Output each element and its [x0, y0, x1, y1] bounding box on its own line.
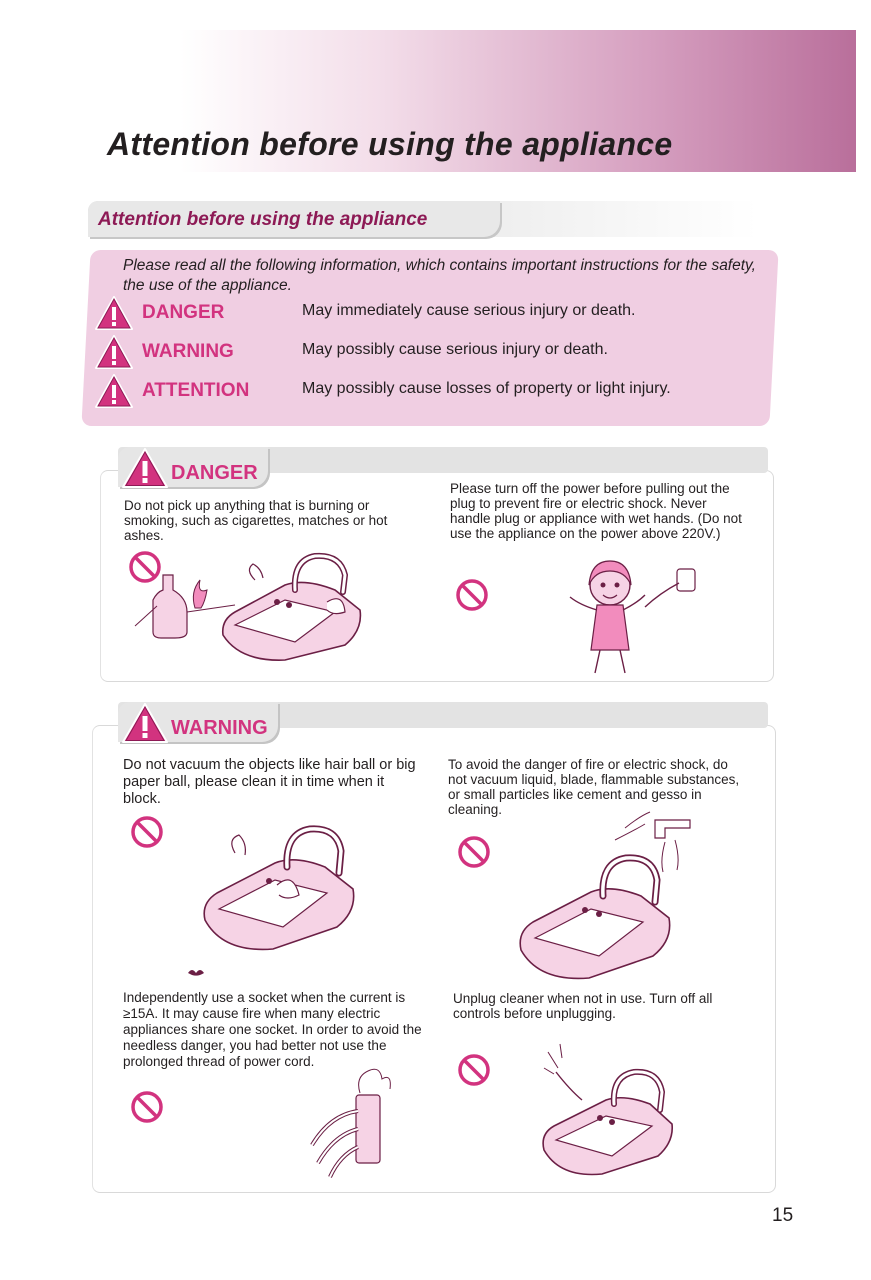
warning-triangle-icon	[122, 703, 168, 743]
warning-item-text: Independently use a socket when the current is ≥15A. It may cause fire when many electric appliances share one socket. In order to avoid the needless danger, you had better not use the prolonged thread of power cord.	[123, 990, 422, 1069]
level-label-danger: DANGER	[142, 302, 225, 323]
prohibition-icon	[457, 835, 491, 869]
prohibition-icon	[455, 578, 489, 612]
warning-item-text: Do not vacuum the objects like hair ball or big paper ball, please clean it in time when it block.	[123, 757, 416, 807]
page-number: 15	[772, 1205, 794, 1226]
warning-triangle-icon	[95, 374, 133, 408]
danger-item-text: Please turn off the power before pulling out the plug to prevent fire or electric shock. Never handle plug or appliance with wet hands. (Do not use the appliance on the power above 220V.)	[450, 481, 742, 541]
prohibition-icon	[457, 1053, 491, 1087]
vacuum-unplugged-illustration	[530, 1040, 680, 1180]
page-title: Attention before using the appliance	[107, 126, 673, 162]
level-desc-warning: May possibly cause serious injury or death.	[302, 341, 608, 358]
vacuum-cleaner-illustration	[195, 825, 370, 955]
prohibition-icon	[130, 1090, 164, 1124]
level-desc-attention: May possibly cause losses of property or light injury.	[302, 380, 671, 397]
level-desc-danger: May immediately cause serious injury or death.	[302, 302, 636, 319]
warning-triangle-icon	[95, 335, 133, 369]
hair-ball-illustration	[186, 965, 206, 979]
vacuum-cleaner-illustration	[215, 550, 375, 665]
girl-unplugging-illustration	[565, 555, 705, 680]
vacuum-water-illustration	[515, 810, 715, 985]
warning-item-text: Unplug cleaner when not in use. Turn off all controls before unplugging.	[453, 991, 713, 1021]
level-label-warning: WARNING	[142, 341, 234, 362]
warning-item-text: To avoid the danger of fire or electric shock, do not vacuum liquid, blade, flammable substances, or small particles like cement and gesso in cleaning.	[448, 757, 740, 817]
danger-label: DANGER	[171, 462, 258, 484]
intro-text: Please read all the following information, which contains important instructions for the safety, the use of the appliance.	[123, 257, 756, 294]
danger-item-text: Do not pick up anything that is burning or smoking, such as cigarettes, matches or hot ashes.	[124, 498, 388, 543]
prohibition-icon	[130, 815, 164, 849]
level-label-attention: ATTENTION	[142, 380, 250, 401]
overloaded-socket-illustration	[300, 1065, 400, 1180]
warning-triangle-icon	[122, 448, 168, 488]
section-title: Attention before using the appliance	[98, 209, 428, 230]
warning-triangle-icon	[95, 296, 133, 330]
warning-label: WARNING	[171, 717, 268, 739]
